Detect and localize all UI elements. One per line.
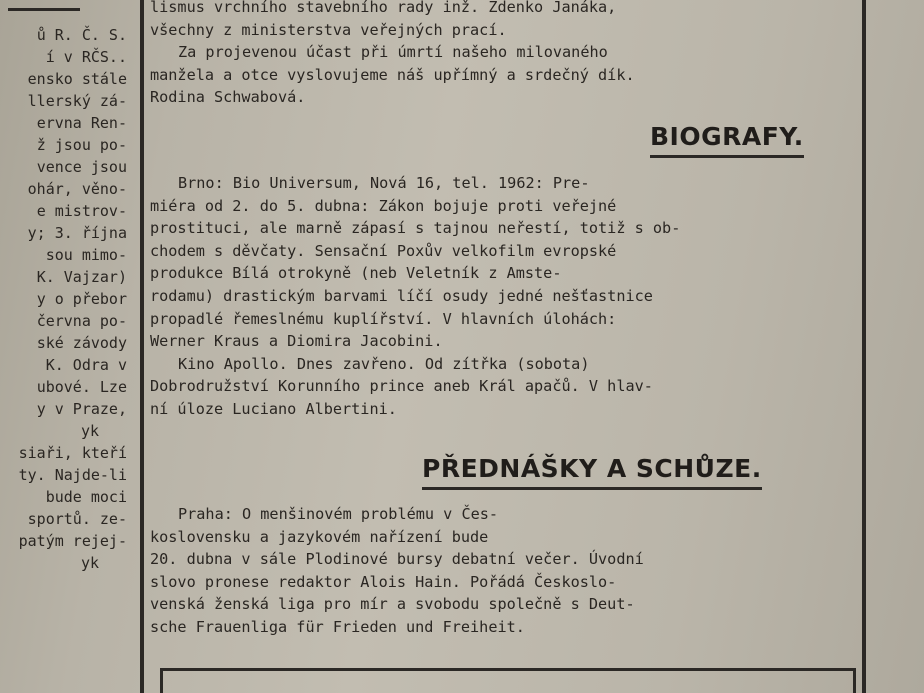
biografy-paragraph [150, 172, 858, 421]
text-line: propadlé řemeslnému kuplířství. V hlavních úlohách: [150, 309, 617, 328]
left-column-line: K. Odra v [45, 356, 127, 374]
text-line: Kino Apollo. Dnes zavřeno. Od zítřka (sobota) [178, 354, 590, 373]
text-line: Werner Kraus a Diomira Jacobini. [150, 332, 443, 351]
column-divider-right [862, 0, 866, 693]
text-line: chodem s děvčaty. Sensační Poxův velkofilm evropské [150, 241, 617, 260]
left-column-line: ubové. Lze [36, 378, 127, 396]
left-column-line: června po- [36, 312, 127, 330]
left-column-line: yk [80, 422, 99, 440]
text-line: lismus vrchního stavebního rady inž. Zdenko Janáka, [150, 0, 617, 16]
text-line: koslovensku a jazykovém nařízení bude [150, 527, 489, 546]
prednasky-paragraph [150, 503, 858, 639]
text-line: prostituci, ale marně zápasí s tajnou neřestí, totiž s ob- [150, 219, 681, 238]
left-column-line: ervna Ren- [36, 114, 127, 132]
left-column-line: ů R. Č. S. [36, 26, 127, 44]
text-line: slovo pronese redaktor Alois Hain. Pořádá Českoslo- [150, 572, 617, 591]
bottom-frame-box [160, 668, 856, 693]
left-column-line: ensko stále [27, 70, 127, 88]
left-column-line: ské závody [36, 334, 127, 352]
text-line: 20. dubna v sále Plodinové bursy debatní večer. Úvodní [150, 550, 644, 569]
section-heading-prednasky: PŘEDNÁŠKY A SCHŮZE. [422, 454, 762, 490]
text-line: ní úloze Luciano Albertini. [150, 399, 397, 418]
left-column-line: sou mimo- [45, 246, 127, 264]
left-column-line: í v RČS.. [45, 48, 127, 66]
text-line: Rodina Schwabová. [150, 88, 306, 107]
left-column-line: y; 3. října [27, 224, 127, 242]
intro-paragraph [150, 0, 858, 109]
text-line: produkce Bílá otrokyně (neb Veletník z Amste- [150, 264, 562, 283]
text-line: rodamu) drastickým barvami líčí osudy jedné nešťastnice [150, 286, 653, 305]
left-column-line: e mistrov- [36, 202, 127, 220]
text-line: manžela a otce vyslovujeme náš upřímný a srdečný dík. [150, 65, 635, 84]
left-column-line: ohár, věno- [27, 180, 127, 198]
left-column-line: bude moci [45, 488, 127, 506]
text-line: sche Frauenliga für Frieden und Freiheit. [150, 617, 525, 636]
left-column [0, 24, 127, 574]
column-top-rule [8, 8, 80, 11]
left-column-line: y v Praze, [36, 400, 127, 418]
left-column-line: yk [80, 554, 99, 572]
left-column-line: K. Vajzar) [36, 268, 127, 286]
text-line: Za projevenou účast při úmrtí našeho milovaného [178, 43, 608, 62]
left-column-line: ty. Najde-li [18, 466, 127, 484]
section-heading-wrapper [650, 122, 804, 158]
text-line: Praha: O menšinovém problému v Čes- [178, 505, 499, 523]
left-column-line: sportů. ze- [27, 510, 127, 528]
text-line: všechny z ministerstva veřejných prací. [150, 20, 507, 39]
left-column-line: llerský zá- [27, 92, 127, 110]
column-divider-left [140, 0, 144, 693]
left-column-line: siaři, kteří [18, 444, 127, 462]
text-line: venská ženská liga pro mír a svobodu společně s Deut- [150, 595, 635, 614]
section-heading-wrapper [422, 454, 762, 490]
text-line: Brno: Bio Universum, Nová 16, tel. 1962: Pre- [178, 174, 590, 192]
text-line: Dobrodružství Korunního prince aneb Král apačů. V hlav- [150, 377, 653, 396]
section-heading-biografy: BIOGRAFY. [650, 122, 804, 158]
text-line: miéra od 2. do 5. dubna: Zákon bojuje proti veřejné [150, 196, 617, 215]
left-column-line: y o přebor [36, 290, 127, 308]
left-column-line: patým rejej- [18, 532, 127, 550]
left-column-line: ž jsou po- [36, 136, 127, 154]
left-column-line: vence jsou [36, 158, 127, 176]
